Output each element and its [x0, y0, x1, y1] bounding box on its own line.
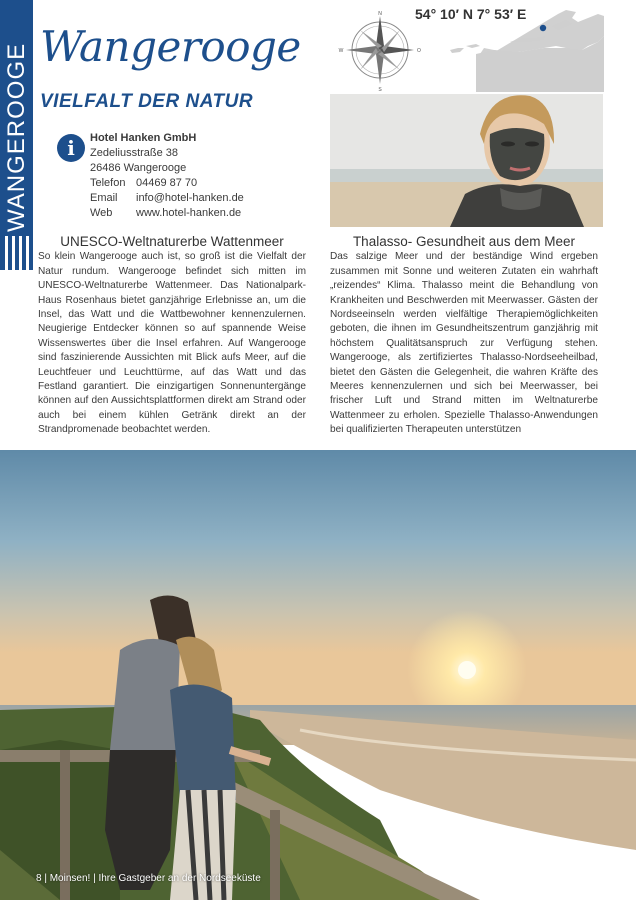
compass-north: N — [378, 11, 382, 17]
web-label: Web — [90, 207, 113, 219]
island-map — [448, 6, 604, 92]
compass-south: S — [378, 87, 382, 92]
contact-street: Zedeliusstraße 38 — [90, 147, 179, 159]
page-footer: 8 | Moinsen! | Ihre Gastgeber an der Nordseeküste — [36, 873, 261, 884]
contact-city: 26486 Wangerooge — [90, 162, 187, 174]
compass-rose-icon — [338, 8, 422, 92]
info-icon: i — [57, 134, 85, 162]
compass-west: W — [338, 48, 344, 54]
compass-east: O — [417, 48, 421, 54]
article-unesco-body: So klein Wangerooge auch ist, so groß ist die Vielfalt der Natur rundum. Wangerooge befindet sich mitten im UNESCO-Weltnaturerbe Wattenmeer. Das Nationalpark-Haus Rosenhaus bietet ganzjährige Erlebnisse an, um die Insel, das Watt und die Wattbewohner kennenzulernen. Neugierige Entdecker können so auf spannende Weise Wissenswertes über die Insel erfahren. Auf Wangerooge sind faszinierende Aussichten mit Blick aufs Meer, auf die Leuchtfeuer und Leuchttürme, auf das Watt und das Festland garantiert. Die einzigartigen Sonnenuntergänge können auf den Aussichtsplattformen direkt am Strand oder auch bei einem kühlen Getränk direkt an der Strandpromenade beobachtet werden. — [38, 251, 306, 436]
email-value[interactable]: info@hotel-hanken.de — [136, 192, 244, 204]
page-subtitle: VIELFALT DER NATUR — [40, 91, 254, 112]
web-value[interactable]: www.hotel-hanken.de — [136, 207, 242, 219]
phone-label: Telefon — [90, 177, 126, 189]
sidebar-stripes — [0, 236, 33, 270]
phone-value: 04469 87 70 — [136, 177, 198, 189]
email-label: Email — [90, 192, 118, 204]
spa-photo — [330, 94, 603, 227]
coordinates: 54° 10′ N 7° 53′ E — [415, 6, 527, 22]
article-thalasso — [330, 235, 598, 438]
article-unesco — [38, 235, 306, 438]
article-thalasso-body: Das salzige Meer und der beständige Wind ergeben zusammen mit Sonne und weiteren Zutaten ein wahrhaft „reizendes“ Klima. Thalasso meint die Behandlung von Krankheiten und Beschwerden mit Meerwasser. Gästen der Nordseeinseln werden vielfältige Therapiemöglichkeiten geboten, die ihnen im Gesundheitszentrum ganzjährig mit höchstem Qualitätsanspruch zur Verfügung stehen. Wangerooge, als zertifiziertes Thalasso-Nordseeheilbad, bietet den Gästen die Gelegenheit, die wahren Kräfte des Meeres kennenzulernen und sich bei Meerwasser, bei frischer Luft und Strand mitten im Weltnaturerbe Wattenmeer zu erholen. Spezielle Thalasso-Anwendungen bei qualifizierten Therapeuten unterstützen — [330, 251, 598, 436]
beach-sunset-photo — [0, 450, 636, 900]
article-thalasso-heading: Thalasso- Gesundheit aus dem Meer — [352, 234, 576, 249]
article-unesco-heading: UNESCO-Weltnaturerbe Wattenmeer — [60, 234, 284, 249]
contact-block — [90, 131, 244, 221]
contact-name: Hotel Hanken GmbH — [90, 132, 197, 144]
page-title: Wangerooge — [40, 22, 301, 71]
sidebar-label — [3, 206, 31, 232]
